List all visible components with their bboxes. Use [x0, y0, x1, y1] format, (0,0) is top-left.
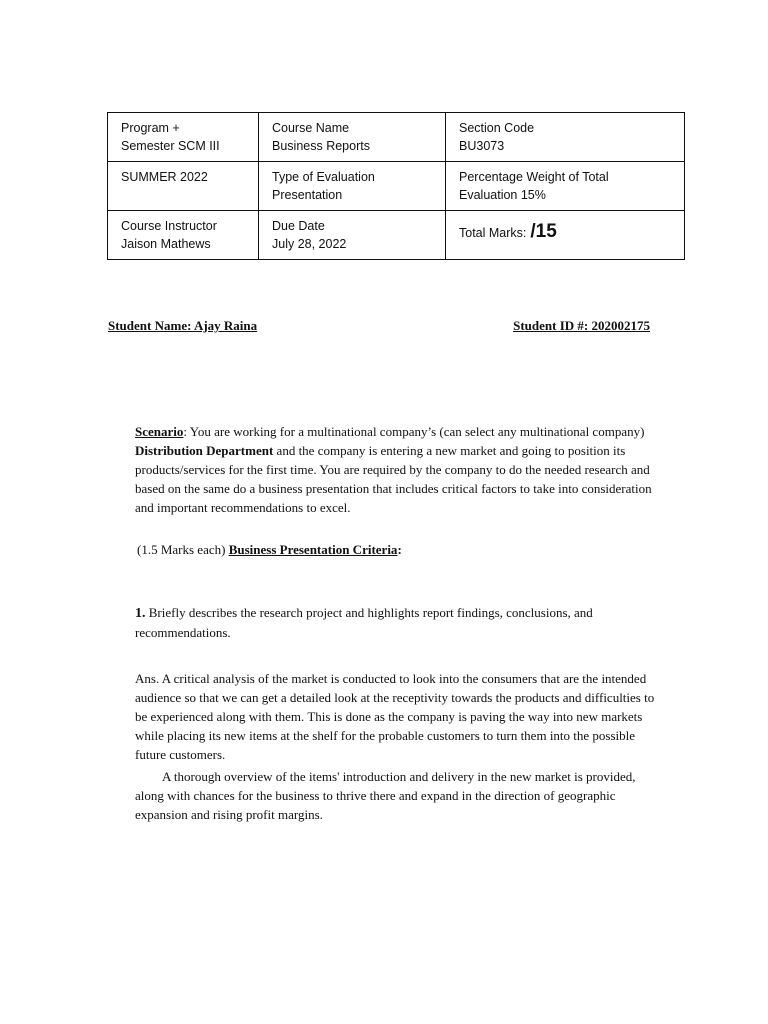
- section-code-label: Section Code: [459, 121, 535, 135]
- weight-line-1: Percentage Weight of Total: [459, 170, 609, 184]
- scenario-text-after: and the company is entering a new market and going to position its products/services for the first time. You are required by the company to do the needed research and based on the same do a business presentation that includes critical factors to take into consideration and important recommendations to excel.: [135, 443, 652, 515]
- answer-paragraph-1: Ans. A critical analysis of the market is conducted to look into the consumers that are the intended audience so that we can get a detailed look at the receptivity towards the products and difficulties to be experienced along with them. This is done as the company is paving the way into new markets while placing its new items at the shelf for the probable customers to turn them into the possible future customers.: [135, 671, 655, 762]
- program-cell: [108, 113, 259, 162]
- scenario-department: Distribution Department: [135, 443, 274, 458]
- weight-cell: [446, 162, 685, 211]
- program-label: Program +: [121, 121, 180, 135]
- table-row: [108, 211, 685, 260]
- answer-paragraph-2: A thorough overview of the items' introduction and delivery in the new market is provided, along with chances for the business to thrive there and expand in the direction of geographic expansion and rising profit margins.: [135, 769, 636, 822]
- term-value: SUMMER 2022: [121, 170, 208, 184]
- section-code-value: BU3073: [459, 139, 505, 153]
- total-marks-value: /15: [530, 221, 557, 242]
- section-code-cell: [446, 113, 685, 162]
- term-cell: [108, 162, 259, 211]
- criteria-heading: [137, 540, 665, 559]
- eval-type-cell: [259, 162, 446, 211]
- weight-line-2: Evaluation 15%: [459, 188, 546, 202]
- course-name-label: Course Name: [272, 121, 350, 135]
- eval-type-value: Presentation: [272, 188, 343, 202]
- question-number: 1.: [135, 606, 146, 621]
- instructor-value: Jaison Mathews: [121, 237, 211, 251]
- question-text: Briefly describes the research project and highlights report findings, conclusions, and recommendations.: [135, 605, 593, 640]
- course-info-table: [107, 112, 685, 260]
- instructor-cell: [108, 211, 259, 260]
- program-value: Semester SCM III: [121, 139, 220, 153]
- instructor-label: Course Instructor: [121, 219, 217, 233]
- student-name: Student Name: Ajay Raina: [108, 318, 258, 333]
- due-date-label: Due Date: [272, 219, 325, 233]
- scenario-paragraph: [135, 422, 663, 517]
- table-row: [108, 113, 685, 162]
- criteria-colon: :: [397, 542, 402, 557]
- criteria-prefix: (1.5 Marks each): [137, 542, 229, 557]
- total-marks: [459, 223, 672, 242]
- course-name-cell: [259, 113, 446, 162]
- total-marks-cell: [446, 211, 685, 260]
- due-date-value: July 28, 2022: [272, 237, 347, 251]
- scenario-label: Scenario: [135, 424, 184, 439]
- eval-type-label: Type of Evaluation: [272, 170, 375, 184]
- student-id: Student ID #: 202002175: [513, 318, 650, 333]
- total-marks-label: Total Marks:: [459, 226, 527, 240]
- course-name-value: Business Reports: [272, 139, 370, 153]
- table-row: [108, 162, 685, 211]
- criteria-title: Business Presentation Criteria: [228, 542, 398, 557]
- scenario-text-before: : You are working for a multinational company’s (can select any multinational company): [183, 424, 645, 439]
- question-1: [135, 603, 663, 642]
- due-date-cell: [259, 211, 446, 260]
